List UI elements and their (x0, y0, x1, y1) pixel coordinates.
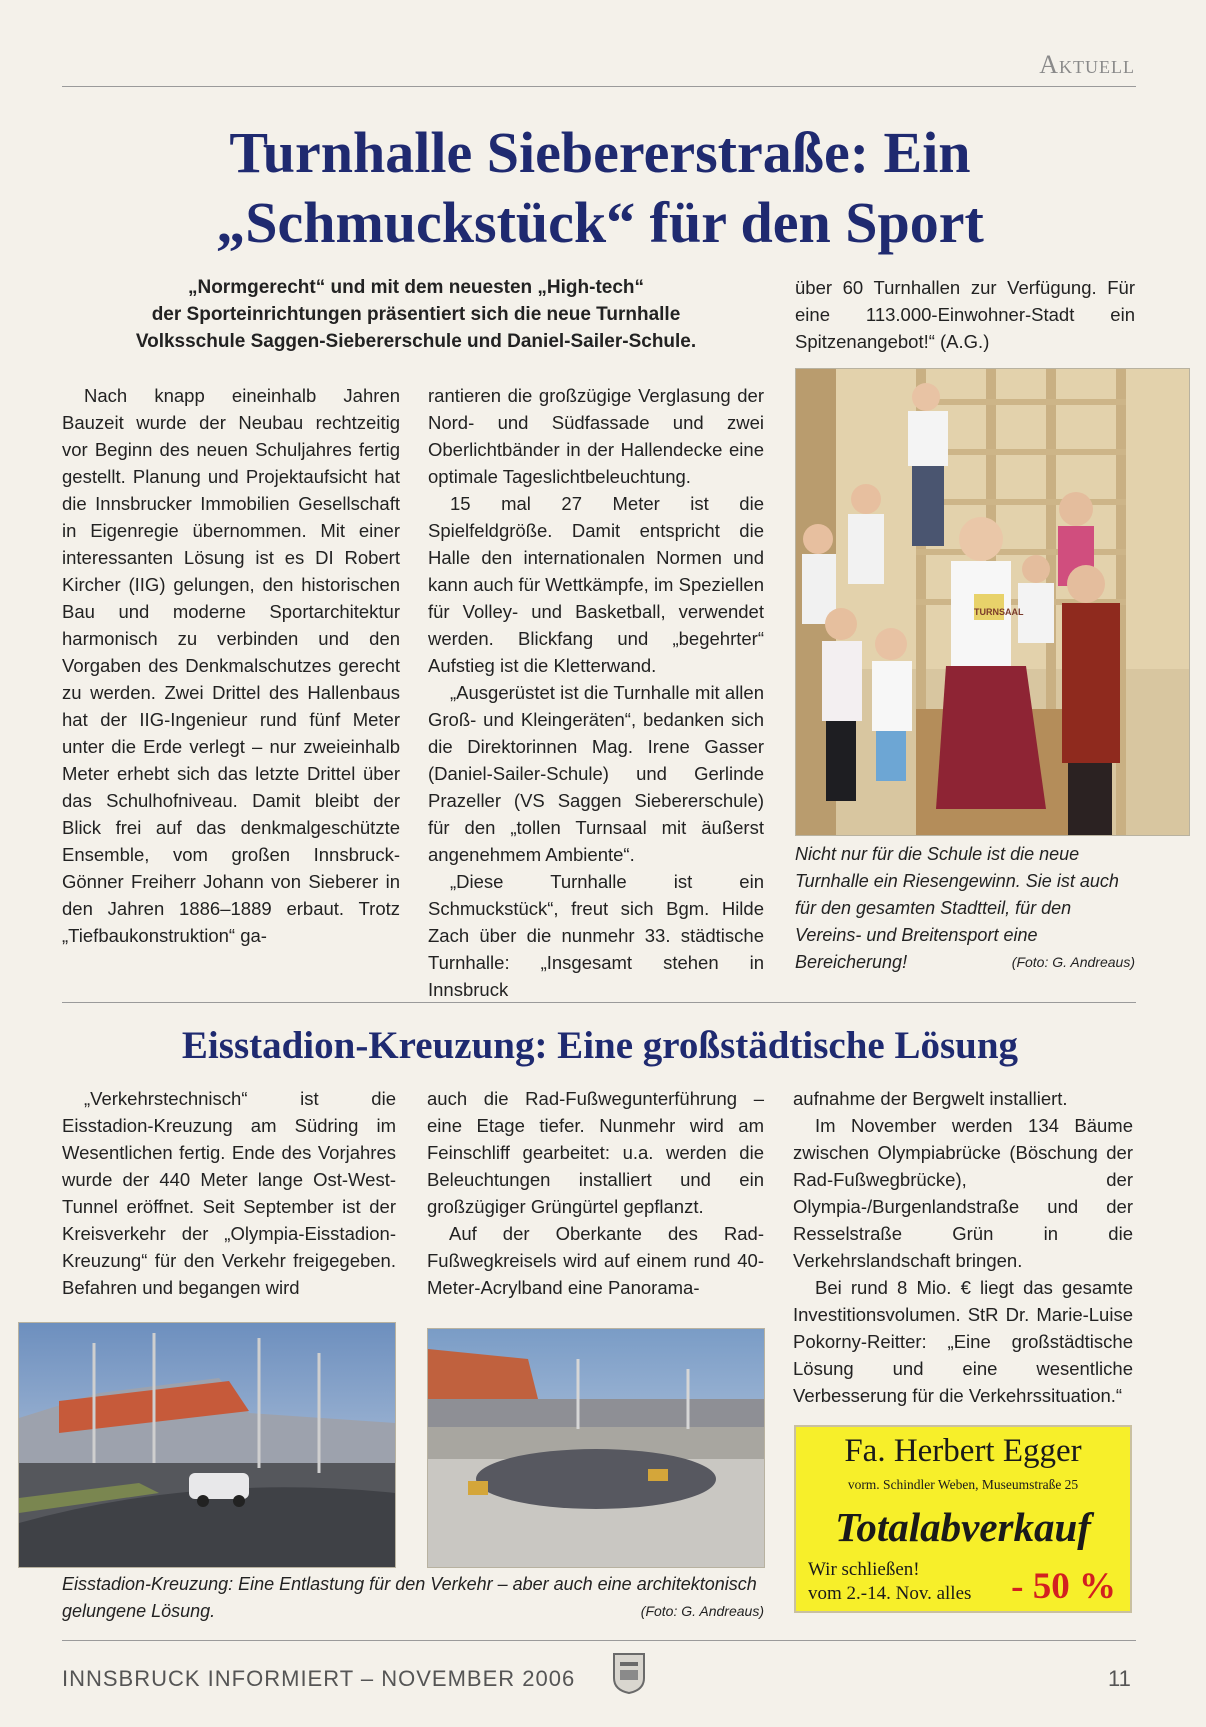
paragraph: aufnahme der Bergwelt installiert. (793, 1088, 1068, 1109)
section-label: Aktuell (1039, 50, 1135, 79)
gym-photo-illustration (796, 369, 1189, 835)
caption-text: Nicht nur für die Schule ist die neue Turnhalle ein Riesengewinn. Sie ist auch für den gesamten Stadtteil, für den Vereins- und Breitensport eine Bereicherung! (795, 844, 1119, 972)
article1-column-2 (428, 382, 764, 1003)
footer-rule (62, 1640, 1136, 1641)
underpass-illustration (428, 1329, 764, 1567)
paragraph: Bei rund 8 Mio. € liegt das gesamte Investitionsvolumen. StR Dr. Marie-Luise Pokorny-Reitter: „Eine großstädtische Lösung und eine wesentliche Verbesserung für die Verkehrssituation.“ (793, 1277, 1133, 1406)
paragraph: über 60 Turnhallen zur Verfügung. Für eine 113.000-Einwohner-Stadt ein Spitzenangebot!“ (A.G.) (795, 277, 1135, 352)
ad-line-2: vom 2.-14. Nov. alles (808, 1583, 972, 1604)
underpass-photo (427, 1328, 765, 1568)
paragraph: „Verkehrstechnisch“ ist die Eisstadion-Kreuzung am Südring im Wesentlichen fertig. Ende des Vorjahres wurde der 440 Meter lange Ost-West-Tunnel eröffnet. Seit September ist der Kreisverkehr der „Olympia-Eisstadion-Kreuzung“ für den Verkehr freigegeben. Befahren und begangen wird (62, 1088, 396, 1298)
paragraph: auch die Rad-Fußwegunterführung – eine Etage tiefer. Nunmehr wird am Feinschliff gearbeitet: u.a. werden die Beleuchtungen installiert und ein großzügiger Grüngürtel gepflanzt. (427, 1088, 764, 1217)
city-crest-icon (612, 1650, 646, 1694)
article2-photo-caption (62, 1571, 764, 1625)
photo-credit: (Foto: G. Andreaus) (1011, 954, 1135, 970)
footer-publication: INNSBRUCK INFORMIERT – NOVEMBER 2006 (62, 1666, 576, 1691)
paragraph: rantieren die großzügige Verglasung der Nord- und Südfassade und zwei Oberlichtbänder in der Hallendecke eine optimale Tageslichtbeleuchtung. (428, 385, 764, 487)
article1-column-3 (795, 274, 1135, 355)
advertisement-box (794, 1425, 1132, 1613)
roundabout-photo (18, 1322, 396, 1568)
paragraph: 15 mal 27 Meter ist die Spielfeldgröße. Damit entspricht die Halle den internationalen Normen und kann auch für Wettkämpfe, im Speziellen für Volley- und Basketball, verwendet werden. Blickfang und „begehrter“ Aufstieg ist die Kletterwand. (428, 493, 764, 676)
header-rule (62, 86, 1136, 87)
photo-credit: (Foto: G. Andreaus) (640, 1603, 764, 1619)
ad-subtitle: vorm. Schindler Weben, Museumstraße 25 (847, 1477, 1079, 1492)
ad-discount: - 50 % (1011, 1566, 1116, 1607)
article1-title-line1: Turnhalle Siebererstraße: Ein (229, 120, 971, 185)
subtitle-line3: Volksschule Saggen-Siebererschule und Daniel-Sailer-Schule. (135, 331, 697, 352)
subtitle-line1: „Normgerecht“ und mit dem neuesten „High-tech“ (187, 277, 645, 298)
subtitle-line2: der Sporteinrichtungen präsentiert sich die neue Turnhalle (151, 304, 681, 325)
article1-subtitle (66, 274, 766, 355)
article1-title-line2: „Schmuckstück“ für den Sport (216, 190, 984, 255)
ad-line-1: Wir schließen! (808, 1559, 920, 1580)
article2-column-2 (427, 1085, 764, 1301)
ad-headline: Totalabverkauf (835, 1504, 1091, 1550)
page-number: 11 (1108, 1666, 1131, 1691)
paragraph: „Diese Turnhalle ist ein Schmuckstück“, freut sich Bgm. Hilde Zach über die nunmehr 33. städtische Turnhalle: „Insgesamt stehen in Innsbruck (428, 871, 764, 1000)
paragraph: Im November werden 134 Bäume zwischen Olympiabrücke (Böschung der Rad-Fußwegbrücke), der Olympia-/Burgenlandstraße und der Resselstraße Grün in die Verkehrslandschaft bringen. (793, 1115, 1133, 1271)
roundabout-illustration (19, 1323, 395, 1567)
paragraph: „Ausgerüstet ist die Turnhalle mit allen Groß- und Kleingeräten“, bedanken sich die Direktorinnen Mag. Irene Gasser (Daniel-Sailer-Schule) und Gerlinde Prazeller (VS Saggen Siebererschule) für den „tollen Turnsaal mit äußerst angenehmem Ambiente“. (428, 682, 764, 865)
article2-title: Eisstadion-Kreuzung: Eine großstädtische Lösung (181, 1024, 1019, 1067)
section-divider (62, 1002, 1136, 1003)
article1-column-1 (62, 382, 400, 949)
article1-title (60, 118, 1140, 258)
article1-photo-caption (795, 841, 1135, 976)
article2-column-3 (793, 1085, 1133, 1409)
photo-banner-text: TURNSAAL (974, 607, 1024, 617)
paragraph: Auf der Oberkante des Rad-Fußwegkreisels wird auf einem rund 40-Meter-Acrylband eine Panorama- (427, 1223, 764, 1298)
ad-company-name: Fa. Herbert Egger (844, 1433, 1082, 1469)
caption-text: Eisstadion-Kreuzung: Eine Entlastung für den Verkehr – aber auch eine architektonisch gelungene Lösung. (62, 1574, 757, 1621)
paragraph: Nach knapp eineinhalb Jahren Bauzeit wurde der Neubau rechtzeitig vor Beginn des neuen Schuljahres fertig gestellt. Planung und Projektaufsicht hat die Innsbrucker Immobilien Gesellschaft in Eigenregie übernommen. Mit einer interessanten Lösung ist es DI Robert Kircher (IIG) gelungen, den historischen Bau und moderne Sportarchitektur harmonisch zu verbinden und den Vorgaben des Denkmalschutzes gerecht zu werden. Zwei Drittel des Hallenbaus hat der IIG-Ingenieur rund fünf Meter unter die Erde verlegt – nur zweieinhalb Meter erhebt sich das letzte Drittel über das Schulhofniveau. Damit bleibt der Blick frei auf das denkmalgeschützte Ensemble, vom großen Innsbruck-Gönner Freiherr Johann von Sieberer in den Jahren 1886–1889 erbaut. Trotz „Tiefbaukonstruktion“ ga- (62, 385, 400, 946)
gym-children-photo (795, 368, 1190, 836)
article2-column-1 (62, 1085, 396, 1301)
